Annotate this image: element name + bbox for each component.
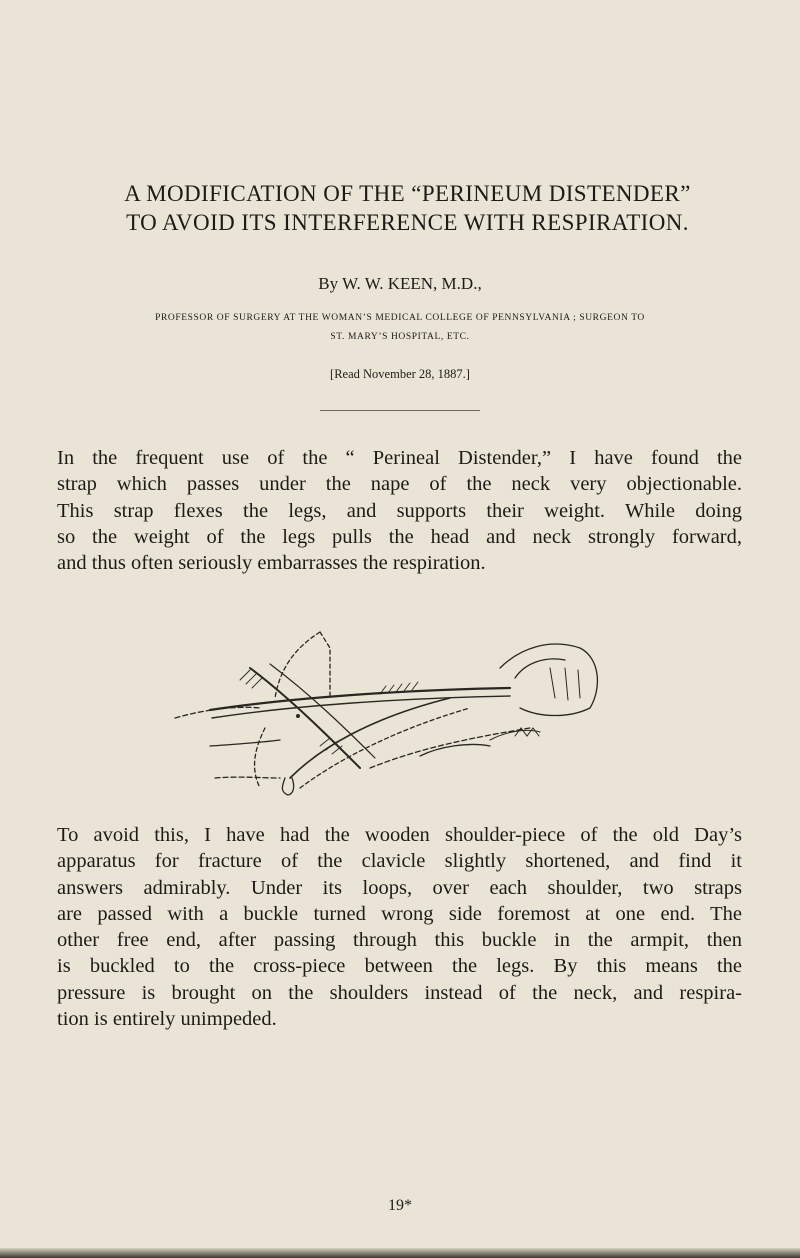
article-title-line-1: A MODIFICATION OF THE “PERINEUM DISTENDER”	[124, 181, 691, 206]
paragraph-2-line: tion is entirely unimpeded.	[57, 1008, 277, 1031]
page-number: 19*	[388, 1197, 412, 1214]
author-affiliation-line-1: PROFESSOR OF SURGERY AT THE WOMAN’S MEDICAL COLLEGE OF PENNSYLVANIA ; SURGEON TO	[155, 313, 645, 323]
section-divider	[320, 410, 480, 411]
paragraph-2-line: is buckled to the cross-piece between the legs. By this means the	[57, 955, 742, 978]
paragraph-2-line: are passed with a buckle turned wrong side foremost at one end. The	[57, 902, 742, 925]
paragraph-1-line: strap which passes under the nape of the neck very objectionable.	[57, 473, 742, 496]
paragraph-1-line: and thus often seriously embarrasses the respiration.	[57, 552, 486, 575]
paragraph-2	[57, 822, 742, 1032]
paragraph-1-line: In the frequent use of the “ Perineal Distender,” I have found the	[57, 447, 742, 469]
paragraph-2-line: answers admirably. Under its loops, over each shoulder, two straps	[57, 876, 742, 899]
author-byline: By W. W. KEEN, M.D.,	[318, 274, 482, 293]
paragraph-2-line: apparatus for fracture of the clavicle slightly shortened, and find it	[57, 850, 742, 873]
article-title-line-2: TO AVOID ITS INTERFERENCE WITH RESPIRATION.	[126, 210, 689, 235]
page-bottom-edge	[0, 1248, 800, 1258]
paragraph-2-line: pressure is brought on the shoulders instead of the neck, and respira-	[57, 981, 742, 1004]
paragraph-1-line: so the weight of the legs pulls the head and neck strongly forward,	[57, 525, 742, 548]
read-date: [Read November 28, 1887.]	[330, 367, 470, 381]
paragraph-2-line: To avoid this, I have had the wooden shoulder-piece of the old Day’s	[57, 824, 742, 846]
author-affiliation-line-2: ST. MARY’S HOSPITAL, ETC.	[330, 332, 470, 342]
paragraph-1-line: This strap flexes the legs, and supports their weight. While doing	[57, 499, 742, 522]
apparatus-illustration	[170, 628, 610, 796]
paragraph-1	[57, 445, 742, 576]
paragraph-2-line: other free end, after passing through this buckle in the armpit, then	[57, 929, 742, 952]
